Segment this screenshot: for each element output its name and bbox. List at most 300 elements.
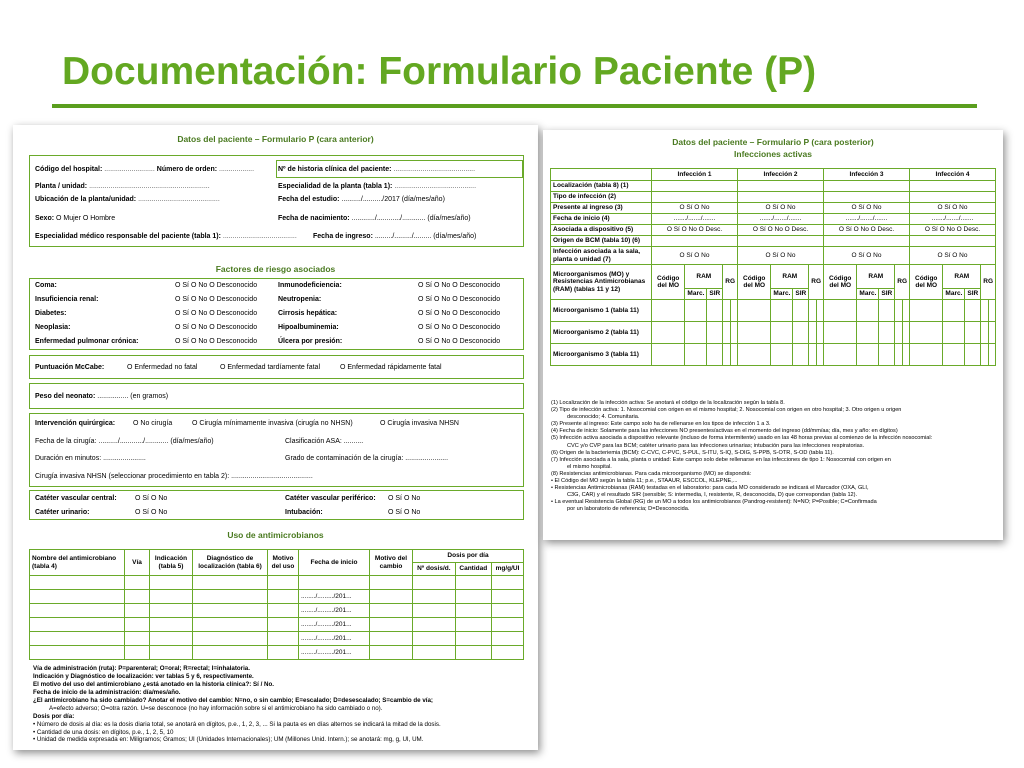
- antimicrobial-cell[interactable]: [30, 590, 125, 604]
- back-note-line: (4) Fecha de inicio: Solamente para las infecciones NO presentes/activas en el momento del ingreso (dd/mm/aa; día, mes y año: en dígitos): [551, 428, 898, 435]
- infection-field-cell[interactable]: O Sí O No: [652, 203, 738, 214]
- microorganism-cell[interactable]: [723, 322, 730, 344]
- microorganism-cell[interactable]: [730, 344, 737, 366]
- infection-field-cell[interactable]: [910, 192, 996, 203]
- risk-factor-label: Enfermedad pulmonar crónica:: [35, 338, 139, 345]
- infection-field-cell[interactable]: [652, 236, 738, 247]
- risk-factor-label: Hipoalbuminemia:: [278, 324, 339, 331]
- infection-field-cell[interactable]: ......./......./.......: [738, 214, 824, 225]
- surgery-contamination: Grado de contaminación de la cirugía: ......................: [285, 455, 449, 462]
- micro-ram-header: RAM: [943, 265, 981, 289]
- back-note-line: • El Código del MO según la tabla 11; p.e., STAAUR, ESCCOL, KLEPNE,...: [551, 478, 738, 485]
- study-date-value: ........../........../2017 (día/mes/año): [341, 196, 445, 203]
- antimicrobial-cell[interactable]: [150, 632, 193, 646]
- antimicrobial-cell[interactable]: [150, 576, 193, 590]
- micro-sir-header: SIR: [879, 289, 895, 300]
- microorganism-cell[interactable]: [879, 344, 895, 366]
- infection-field-cell[interactable]: O Sí O No: [910, 203, 996, 214]
- infection-field-cell[interactable]: [824, 192, 910, 203]
- front-note-line: • Unidad de medida expresada en: Miligramos; Gramos; UI (Unidades Internacionales); UM (Millones Unid. Intern.); se anotará: mg, g, UI, UM.: [33, 736, 424, 744]
- back-page-title: Datos del paciente – Formulario P (cara posterior): [672, 137, 874, 147]
- antimicrobial-cell[interactable]: [413, 632, 456, 646]
- infection-field-label: Origen de BCM (tabla 10) (6): [551, 236, 652, 247]
- microorganism-cell[interactable]: [895, 344, 902, 366]
- microorganism-row: [551, 344, 996, 366]
- microorganism-cell[interactable]: [771, 300, 793, 322]
- admission-date-label: Fecha de ingreso:: [313, 233, 373, 240]
- mccabe-box: [29, 355, 524, 379]
- form-back-page: [543, 130, 1003, 540]
- infection-4-header: Infección 4: [910, 169, 996, 181]
- risk-factor-options[interactable]: O Sí O No O Desconocido: [418, 338, 501, 345]
- microorganism-cell[interactable]: [910, 300, 943, 322]
- microorganism-cell[interactable]: [988, 344, 995, 366]
- infection-field-label: Fecha de inicio (4): [551, 214, 652, 225]
- antimicrobials-table-body: [30, 576, 524, 660]
- microorganism-cell[interactable]: [707, 344, 723, 366]
- antimicrobial-cell[interactable]: [455, 646, 491, 660]
- hospital-code-dots: ..........................: [104, 166, 155, 173]
- risk-factors-box: [29, 278, 524, 350]
- risk-factor-row: [278, 324, 520, 332]
- microorganism-cell[interactable]: [652, 322, 685, 344]
- antimicrobial-cell[interactable]: [30, 646, 125, 660]
- infection-field-row: [551, 236, 996, 247]
- antimicrobial-cell[interactable]: [492, 618, 524, 632]
- risk-factor-row: [35, 324, 277, 332]
- back-note-line: CVC y/o CVP para las BCM; catéter urinario para las infecciones urinarias; intubación para las infecciones respiratorias.: [567, 442, 865, 449]
- microorganism-cell[interactable]: [910, 344, 943, 366]
- microorganism-cell[interactable]: [738, 300, 771, 322]
- col-start-date: Fecha de inicio: [299, 550, 370, 576]
- antimicrobial-cell[interactable]: [268, 590, 299, 604]
- microorganism-cell[interactable]: [793, 344, 809, 366]
- hospital-code-label: Código del hospital:: [35, 166, 103, 173]
- microorganism-cell[interactable]: [816, 344, 823, 366]
- specialty-doctor-label: Especialidad médico responsable del paciente (tabla 1):: [35, 233, 221, 240]
- antimicrobial-cell[interactable]: [125, 604, 150, 618]
- infections-header-row: [551, 169, 996, 181]
- col-doses: Dosis por día: [413, 550, 524, 563]
- micro-code-header: Código del MO: [910, 265, 943, 300]
- infection-field-cell[interactable]: [652, 192, 738, 203]
- antimicrobial-cell[interactable]: [30, 618, 125, 632]
- sex-options[interactable]: O Mujer O Hombre: [56, 215, 116, 222]
- antimicrobial-cell[interactable]: [150, 646, 193, 660]
- micro-code-header: Código del MO: [824, 265, 857, 300]
- antimicrobial-cell[interactable]: [268, 632, 299, 646]
- microorganism-cell[interactable]: [988, 322, 995, 344]
- col-n-doses: Nº dosis/d.: [413, 563, 456, 576]
- mccabe-label: Puntuación McCabe:: [35, 364, 105, 371]
- start-date-cell[interactable]: ......../........./201...: [299, 604, 370, 618]
- start-date-cell[interactable]: ......../........./201...: [299, 618, 370, 632]
- slide-title: Documentación: Formulario Paciente (P): [62, 50, 817, 93]
- cvp-options[interactable]: O Sí O No: [388, 495, 421, 502]
- cvc-options[interactable]: O Sí O No: [135, 495, 168, 502]
- infection-field-cell[interactable]: O Sí O No: [738, 247, 824, 265]
- risk-factor-options[interactable]: O Sí O No O Desconocido: [175, 296, 258, 303]
- surgery-opt-nhsn[interactable]: O Cirugía invasiva NHSN: [380, 420, 459, 427]
- front-note-line: Vía de administración (ruta): P=parenteral; O=oral; R=rectal; I=inhalatoria.: [33, 665, 250, 672]
- microorganism-cell[interactable]: [771, 322, 793, 344]
- microorganism-cell[interactable]: [857, 344, 879, 366]
- microorganism-label: Microorganismo 2 (tabla 11): [551, 322, 652, 344]
- micro-rg-header: RG: [723, 265, 738, 300]
- antimicrobial-cell[interactable]: [125, 590, 150, 604]
- back-note-line: (3) Presente al ingreso: Este campo solo ha de rellenarse en los tipos de infección 1 a 3.: [551, 421, 771, 428]
- specialty-doctor-dots: ......................................: [222, 233, 297, 240]
- microorganism-cell[interactable]: [685, 344, 707, 366]
- micro-header-label: Microorganismos (MO) y Resistencias Antimicrobianas (RAM) (tablas 11 y 12): [551, 265, 652, 300]
- infection-field-cell[interactable]: O Sí O No O Desc.: [824, 225, 910, 236]
- antimicrobial-cell[interactable]: [193, 604, 268, 618]
- title-divider: [52, 104, 977, 108]
- col-unit: mg/g/UI: [492, 563, 524, 576]
- microorganism-cell[interactable]: [824, 300, 857, 322]
- microorganism-cell[interactable]: [988, 300, 995, 322]
- back-note-line: • La eventual Resistencia Global (RG) de un MO a todos los antimicrobianos (Pandrog-resistent): N=NO; P=Posible; C=Confirmada: [551, 499, 877, 506]
- antimicrobial-cell[interactable]: [370, 590, 413, 604]
- antimicrobial-cell[interactable]: [268, 646, 299, 660]
- antimicrobial-cell[interactable]: [193, 576, 268, 590]
- antimicrobial-cell[interactable]: [125, 632, 150, 646]
- infection-field-cell[interactable]: O Sí O No: [652, 247, 738, 265]
- front-note-line: Fecha de inicio de la administración: día/mes/año.: [33, 688, 181, 696]
- antimicrobial-cell[interactable]: [413, 646, 456, 660]
- antimicrobial-cell[interactable]: [413, 590, 456, 604]
- antimicrobial-cell[interactable]: [455, 632, 491, 646]
- sex-label: Sexo:: [35, 215, 55, 222]
- micro-marc-header: Marc.: [857, 289, 879, 300]
- intubation-options[interactable]: O Sí O No: [388, 509, 421, 516]
- active-infections-title: Infecciones activas: [734, 149, 812, 159]
- microorganism-row: [551, 300, 996, 322]
- surgery-opt-none[interactable]: O No cirugía: [133, 420, 173, 427]
- antimicrobial-cell[interactable]: [492, 632, 524, 646]
- microorganism-cell[interactable]: [730, 322, 737, 344]
- history-number-box: [276, 160, 523, 178]
- antimicrobial-cell[interactable]: [492, 646, 524, 660]
- microorganism-label: Microorganismo 3 (tabla 11): [551, 344, 652, 366]
- risk-factor-row: [278, 296, 520, 304]
- location-label: Ubicación de la planta/unidad:: [35, 196, 137, 203]
- microorganism-cell[interactable]: [707, 300, 723, 322]
- col-indication: Indicación (tabla 5): [150, 550, 193, 576]
- risk-factor-options[interactable]: O Sí O No O Desconocido: [175, 310, 258, 317]
- infection-1-header: Infección 1: [652, 169, 738, 181]
- risk-factor-options[interactable]: O Sí O No O Desconocido: [175, 324, 258, 331]
- antimicrobial-cell[interactable]: [455, 590, 491, 604]
- urinary-catheter-options[interactable]: O Sí O No: [135, 509, 168, 516]
- admission-date-value: ........./........./......... (día/mes/año): [374, 233, 477, 240]
- microorganism-cell[interactable]: [824, 344, 857, 366]
- microorganism-cell[interactable]: [879, 300, 895, 322]
- antimicrobial-row: [30, 618, 524, 632]
- antimicrobials-table: [29, 549, 524, 660]
- front-note-line: A=efecto adverso; O=otra razón. U=se desconoce (no hay información sobre si el antimicrobiano ha sido cambiado o no).: [49, 704, 383, 712]
- risk-factor-options[interactable]: O Sí O No O Desconocido: [418, 296, 501, 303]
- back-note-line: por un laboratorio de referencia; D=Desconocida.: [567, 506, 690, 513]
- location-dots: ..........................................: [138, 196, 220, 203]
- antimicrobials-title: Uso de antimicrobianos: [227, 530, 324, 540]
- infection-field-cell[interactable]: [910, 236, 996, 247]
- microorganism-cell[interactable]: [771, 344, 793, 366]
- antimicrobial-cell[interactable]: [125, 618, 150, 632]
- back-note-line: (1) Localización de la infección activa: Se anotará el código de la localización según la tabla 8.: [551, 400, 785, 406]
- microorganism-cell[interactable]: [816, 322, 823, 344]
- asa-classification: Clasificación ASA: ..........: [285, 438, 364, 445]
- microorganism-cell[interactable]: [685, 322, 707, 344]
- microorganism-cell[interactable]: [738, 322, 771, 344]
- risk-factor-options[interactable]: O Sí O No O Desconocido: [175, 338, 258, 345]
- infection-field-cell[interactable]: ......./......./.......: [824, 214, 910, 225]
- catheters-box: [29, 490, 524, 520]
- microorganism-cell[interactable]: [809, 322, 816, 344]
- micro-rg-header: RG: [809, 265, 824, 300]
- antimicrobial-cell[interactable]: [30, 632, 125, 646]
- micro-sir-header: SIR: [793, 289, 809, 300]
- risk-factor-row: [35, 310, 277, 318]
- risk-factor-options[interactable]: O Sí O No O Desconocido: [418, 282, 501, 289]
- infections-corner-cell: [551, 169, 652, 181]
- risk-factor-label: Úlcera por presión:: [278, 338, 343, 345]
- risk-factor-label: Neoplasia:: [35, 324, 71, 331]
- col-motive: Motivo del uso: [268, 550, 299, 576]
- infection-field-cell[interactable]: [824, 181, 910, 192]
- surgery-label: Intervención quirúrgica:: [35, 420, 116, 427]
- microorganism-cell[interactable]: [943, 344, 965, 366]
- microorganism-cell[interactable]: [895, 300, 902, 322]
- surgery-box: [29, 413, 524, 487]
- order-number-label: Número de orden:: [156, 166, 218, 173]
- antimicrobial-cell[interactable]: [492, 576, 524, 590]
- microorganism-cell[interactable]: [965, 344, 981, 366]
- micro-ram-header: RAM: [857, 265, 895, 289]
- infection-field-row: [551, 192, 996, 203]
- antimicrobial-cell[interactable]: [150, 590, 193, 604]
- infection-field-cell[interactable]: O Sí O No: [824, 203, 910, 214]
- microorganism-cell[interactable]: [723, 344, 730, 366]
- antimicrobial-cell[interactable]: [268, 576, 299, 590]
- antimicrobial-cell[interactable]: [370, 576, 413, 590]
- infection-field-cell[interactable]: [652, 181, 738, 192]
- microorganism-cell[interactable]: [981, 300, 988, 322]
- antimicrobial-cell[interactable]: [455, 618, 491, 632]
- micro-ram-header: RAM: [771, 265, 809, 289]
- mccabe-opt-latefatal[interactable]: O Enfermedad tardíamente fatal: [220, 364, 320, 371]
- plant-unit-label: Planta / unidad:: [35, 183, 88, 190]
- infection-field-cell[interactable]: O Sí O No: [910, 247, 996, 265]
- microorganism-cell[interactable]: [824, 322, 857, 344]
- microorganism-cell[interactable]: [809, 344, 816, 366]
- infection-field-row: [551, 181, 996, 192]
- antimicrobial-cell[interactable]: [193, 590, 268, 604]
- micro-marc-header: Marc.: [685, 289, 707, 300]
- micro-header-row: [551, 265, 996, 289]
- front-legend-notes: [33, 665, 441, 744]
- microorganism-cell[interactable]: [809, 300, 816, 322]
- infection-field-cell[interactable]: O Sí O No O Desc.: [910, 225, 996, 236]
- infection-field-cell[interactable]: O Sí O No O Desc.: [652, 225, 738, 236]
- back-note-line: el mismo hospital.: [567, 463, 612, 470]
- cvp-label: Catéter vascular periférico:: [285, 495, 376, 502]
- study-date-label: Fecha del estudio:: [278, 196, 340, 203]
- front-note-line: Indicación y Diagnóstico de localización: ver tablas 5 y 6, respectivamente.: [33, 672, 254, 680]
- patient-data-box: [29, 155, 524, 247]
- microorganism-cell[interactable]: [738, 344, 771, 366]
- microorganism-cell[interactable]: [857, 322, 879, 344]
- start-date-cell[interactable]: [299, 576, 370, 590]
- risk-factors-title: Factores de riesgo asociados: [215, 264, 336, 274]
- micro-rg-header: RG: [981, 265, 996, 300]
- infection-field-cell[interactable]: [738, 236, 824, 247]
- front-note-line: Dosis por día:: [33, 712, 75, 720]
- antimicrobial-cell[interactable]: [30, 604, 125, 618]
- microorganism-cell[interactable]: [965, 300, 981, 322]
- microorganism-cell[interactable]: [793, 300, 809, 322]
- microorganism-cell[interactable]: [707, 322, 723, 344]
- infection-field-cell[interactable]: [738, 181, 824, 192]
- antimicrobial-cell[interactable]: [370, 646, 413, 660]
- micro-marc-header: Marc.: [943, 289, 965, 300]
- infection-2-header: Infección 2: [738, 169, 824, 181]
- start-date-cell[interactable]: ......../........./201...: [299, 590, 370, 604]
- col-diagnosis: Diagnóstico de localización (tabla 6): [193, 550, 268, 576]
- antimicrobial-cell[interactable]: [413, 576, 456, 590]
- risk-factor-options[interactable]: O Sí O No O Desconocido: [418, 310, 501, 317]
- microorganism-cell[interactable]: [965, 322, 981, 344]
- antimicrobial-cell[interactable]: [455, 604, 491, 618]
- history-number-label: Nº de historia clínica del paciente:: [278, 166, 392, 173]
- infection-field-cell[interactable]: O Sí O No: [824, 247, 910, 265]
- neonate-weight-value: ................ (en gramos): [97, 393, 169, 400]
- infection-field-row: [551, 225, 996, 236]
- risk-factor-options[interactable]: O Sí O No O Desconocido: [175, 282, 258, 289]
- mccabe-opt-nonfatal[interactable]: O Enfermedad no fatal: [127, 364, 198, 371]
- surgery-duration: Duración en minutos: ......................: [35, 455, 146, 462]
- risk-factor-label: Inmunodeficiencia:: [278, 282, 342, 289]
- antimicrobial-cell[interactable]: [268, 604, 299, 618]
- surgery-opt-minimal[interactable]: O Cirugía mínimamente invasiva (cirugía no NHSN): [192, 420, 353, 427]
- microorganism-cell[interactable]: [902, 322, 909, 344]
- microorganism-label: Microorganismo 1 (tabla 11): [551, 300, 652, 322]
- microorganism-cell[interactable]: [816, 300, 823, 322]
- antimicrobial-cell[interactable]: [150, 604, 193, 618]
- back-note-line: • Resistencias Antimicrobianas (RAM) testadas en el laboratorio: para cada MO considerado se indicará el Marcador (OXA, GLI,: [551, 485, 869, 492]
- microorganism-cell[interactable]: [910, 322, 943, 344]
- antimicrobial-cell[interactable]: [413, 604, 456, 618]
- plant-unit-dots: ..............................................................: [89, 183, 210, 190]
- microorganism-cell[interactable]: [685, 300, 707, 322]
- microorganism-cell[interactable]: [902, 344, 909, 366]
- micro-ram-header: RAM: [685, 265, 723, 289]
- risk-factor-label: Cirrosis hepática:: [278, 310, 338, 317]
- antimicrobial-cell[interactable]: [413, 618, 456, 632]
- mccabe-opt-rapidfatal[interactable]: O Enfermedad rápidamente fatal: [340, 364, 442, 371]
- microorganism-cell[interactable]: [879, 322, 895, 344]
- microorganism-cell[interactable]: [723, 300, 730, 322]
- antimicrobial-cell[interactable]: [193, 646, 268, 660]
- infection-field-cell[interactable]: O Sí O No: [738, 203, 824, 214]
- microorganism-cell[interactable]: [981, 344, 988, 366]
- microorganism-cell[interactable]: [857, 300, 879, 322]
- risk-factor-label: Diabetes:: [35, 310, 67, 317]
- risk-factor-row: [278, 310, 520, 318]
- microorganism-cell[interactable]: [981, 322, 988, 344]
- antimicrobial-cell[interactable]: [268, 618, 299, 632]
- infection-field-cell[interactable]: ......./......./.......: [652, 214, 738, 225]
- micro-code-header: Código del MO: [738, 265, 771, 300]
- micro-marc-header: Marc.: [771, 289, 793, 300]
- antimicrobial-cell[interactable]: [125, 576, 150, 590]
- risk-factor-row: [35, 338, 277, 346]
- antimicrobial-row: [30, 590, 524, 604]
- antimicrobial-cell[interactable]: [193, 618, 268, 632]
- infection-field-row: [551, 214, 996, 225]
- microorganism-cell[interactable]: [793, 322, 809, 344]
- front-note-line: • Número de dosis al día: es la dosis diaria total, se anotará en dígitos, p.e., 1, 2, 3, ... Si la pauta es en días alternos se indicará la mitad de la dosis.: [33, 720, 441, 728]
- urinary-catheter-label: Catéter urinario:: [35, 509, 90, 516]
- microorganism-cell[interactable]: [943, 322, 965, 344]
- microorganism-cell[interactable]: [730, 300, 737, 322]
- micro-code-header: Código del MO: [652, 265, 685, 300]
- antimicrobial-cell[interactable]: [370, 618, 413, 632]
- specialty-plant-dots: ..........................................: [394, 183, 477, 190]
- infection-field-cell[interactable]: ......./......./.......: [910, 214, 996, 225]
- antimicrobial-row: [30, 646, 524, 660]
- antimicrobial-cell[interactable]: [492, 604, 524, 618]
- intubation-label: Intubación:: [285, 509, 323, 516]
- start-date-cell[interactable]: ......../........./201...: [299, 646, 370, 660]
- microorganism-cell[interactable]: [652, 300, 685, 322]
- risk-factor-row: [35, 282, 277, 290]
- infections-table-body: [551, 181, 996, 366]
- antimicrobial-cell[interactable]: [370, 632, 413, 646]
- infection-field-cell[interactable]: [738, 192, 824, 203]
- antimicrobial-cell[interactable]: [455, 576, 491, 590]
- microorganism-cell[interactable]: [895, 322, 902, 344]
- col-quantity: Cantidad: [455, 563, 491, 576]
- neonate-box: [29, 383, 524, 409]
- birth-date-value: ............/............/............ (día/mes/año): [351, 215, 471, 222]
- form-front-page: [13, 125, 538, 750]
- antimicrobial-cell[interactable]: [193, 632, 268, 646]
- infection-field-cell[interactable]: [824, 236, 910, 247]
- risk-factor-options[interactable]: O Sí O No O Desconocido: [418, 324, 501, 331]
- antimicrobial-cell[interactable]: [370, 604, 413, 618]
- microorganism-cell[interactable]: [652, 344, 685, 366]
- infection-field-label: Localización (tabla 8) (1): [551, 181, 652, 192]
- antimicrobial-cell[interactable]: [150, 618, 193, 632]
- front-note-line: El motivo del uso del antimicrobiano ¿está anotado en la historia clínica?: Sí / No.: [33, 680, 275, 688]
- antimicrobial-cell[interactable]: [492, 590, 524, 604]
- microorganism-cell[interactable]: [943, 300, 965, 322]
- infection-field-cell[interactable]: [910, 181, 996, 192]
- risk-factor-row: [278, 282, 520, 290]
- infection-3-header: Infección 3: [824, 169, 910, 181]
- infection-field-cell[interactable]: O Sí O No O Desc.: [738, 225, 824, 236]
- front-note-line: ¿El antimicrobiano ha sido cambiado? Anotar el motivo del cambio: N=no, o sin cambio; E=escalado; D=desescalado; S=cambio de vía;: [33, 696, 433, 704]
- start-date-cell[interactable]: ......../........./201...: [299, 632, 370, 646]
- antimicrobial-row: [30, 604, 524, 618]
- antimicrobial-cell[interactable]: [125, 646, 150, 660]
- back-legend-notes: [551, 400, 932, 514]
- antimicrobial-cell[interactable]: [30, 576, 125, 590]
- neonate-weight-label: Peso del neonato:: [35, 393, 96, 400]
- cvc-label: Catéter vascular central:: [35, 495, 117, 502]
- microorganism-cell[interactable]: [902, 300, 909, 322]
